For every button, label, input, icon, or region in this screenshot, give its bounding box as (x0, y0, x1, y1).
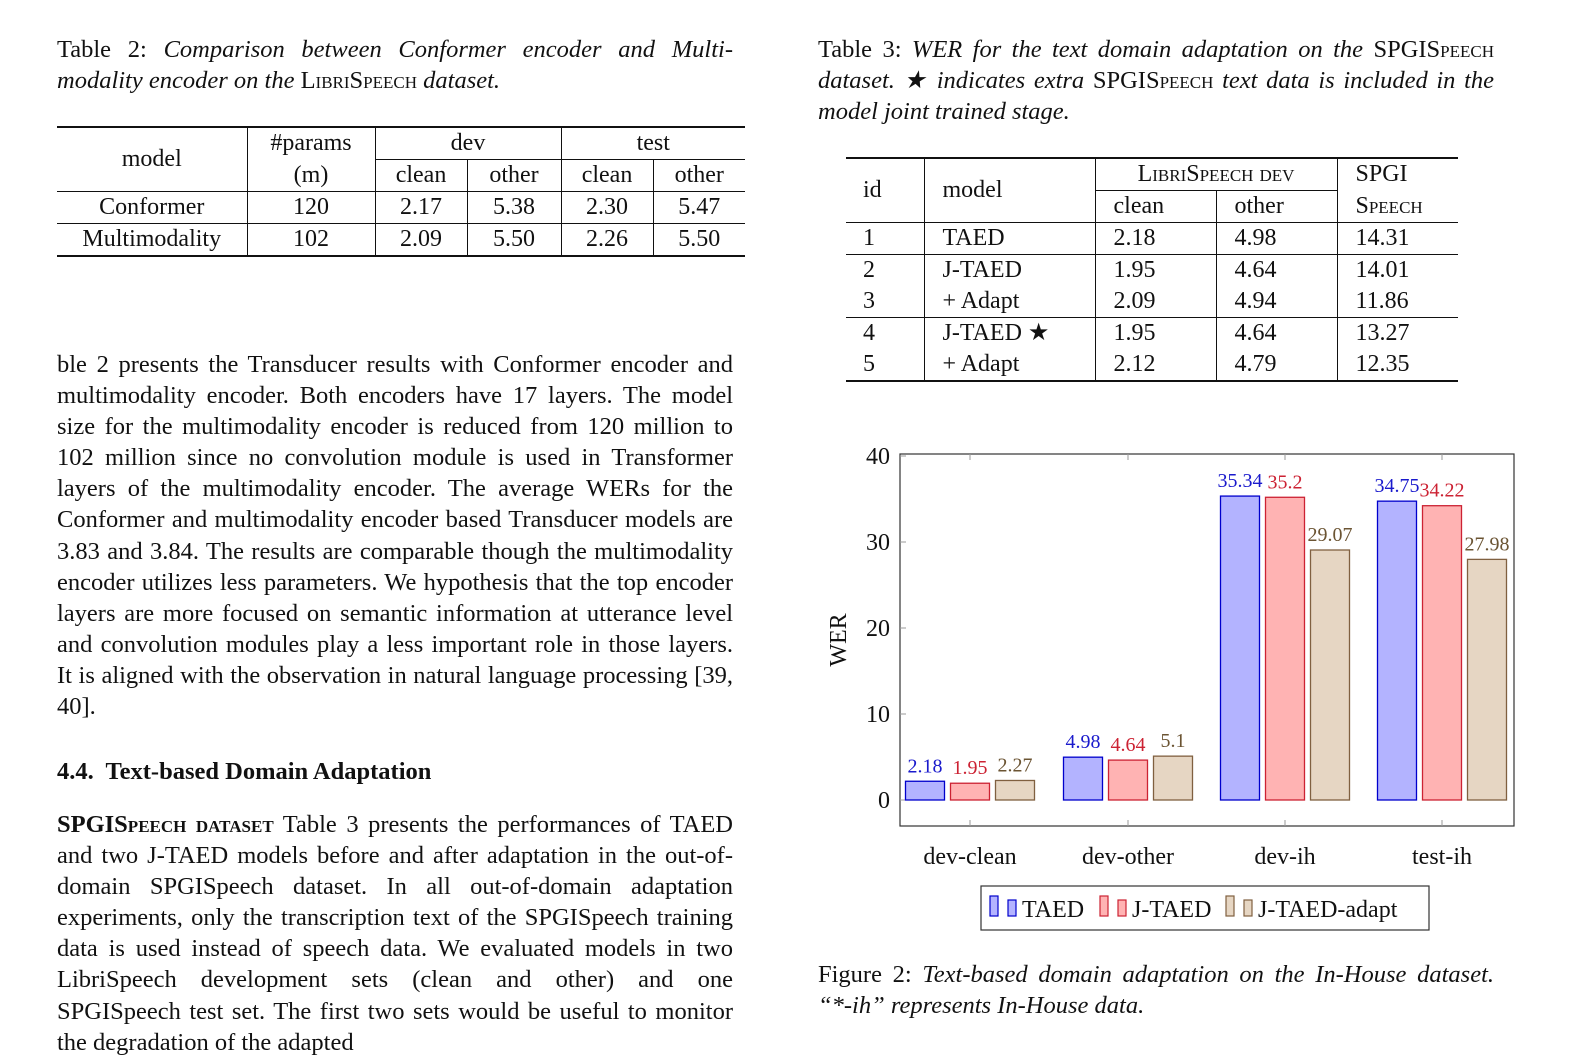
table3-caption-mid: dataset. ★ indicates extra (818, 67, 1085, 94)
table3 (846, 157, 1458, 382)
legend-label: J-TAED-adapt (1258, 897, 1398, 923)
t2-cell: 2.26 (561, 224, 653, 256)
x-tick-label: test-ih (1412, 844, 1472, 870)
t2-cell: 5.50 (678, 226, 721, 252)
data-label: 35.2 (1267, 471, 1303, 494)
t3-head-libri: LibriSpeech dev (1095, 159, 1337, 191)
t3-cell: 4.98 (1216, 223, 1337, 255)
t2-head-test: test (561, 128, 745, 160)
t3-cell: + Adapt (924, 349, 1095, 380)
t3-cell: 4 (846, 318, 924, 350)
t2-head-params: #params (247, 128, 375, 160)
t3-cell: 2 (846, 255, 924, 287)
bar (906, 781, 945, 800)
data-label: 4.64 (1110, 734, 1146, 757)
bar (1423, 506, 1462, 800)
bar (996, 780, 1035, 800)
t2-cell: 2.17 (375, 192, 467, 224)
t3-cell: 1 (846, 223, 924, 255)
t2-cell: 5.38 (467, 192, 561, 224)
table3-caption-dataset2: SPGISpeech (1092, 67, 1214, 94)
paragraph-text: ble 2 presents the Transducer results with Conformer encoder and multimodality encoder. Both encoders have 17 layers. The model size for the multimodality encoder is reduced from 120 million to 102 million since no convolution module is used in Transformer layers of the multimodality encoder. The average WERs for the Conformer and multimodality encoder based Transducer models are 3.83 and 3.84. The results are comparable though the multimodality encoder utilizes less parameters. We hypothesis that the top encoder layers are more focused on semantic information at utterance level and convolution modules play a less important role in those layers. It is aligned with the observation in natural language processing [39, 40]. (57, 351, 733, 721)
table-row (846, 349, 1458, 380)
t3-cell: J-TAED (924, 255, 1095, 287)
data-label: 34.22 (1419, 479, 1465, 502)
table2-caption-text: Comparison between Conformer encoder and Multi-modality encoder on the (57, 36, 733, 94)
y-tick-label: 0 (878, 788, 890, 814)
t2-cell: Conformer (57, 192, 247, 224)
data-label: 35.34 (1217, 470, 1263, 493)
t3-cell: 14.31 (1355, 225, 1410, 251)
bar (1221, 496, 1260, 800)
t3-cell: 4.64 (1216, 318, 1337, 350)
t3-head-id: id (846, 159, 924, 223)
bar (1154, 756, 1193, 800)
t3-cell: 12.35 (1355, 351, 1410, 377)
table-row (57, 192, 745, 224)
legend-swatch (1118, 900, 1126, 916)
t3-cell: 5 (846, 349, 924, 380)
x-tick-label: dev-ih (1254, 844, 1316, 870)
data-label: 1.95 (952, 757, 988, 780)
t3-cell: J-TAED ★ (924, 318, 1095, 350)
t3-head-model: model (924, 159, 1095, 223)
table2-caption (57, 34, 733, 96)
t3-cell: 1.95 (1095, 255, 1216, 287)
t3-cell: 2.12 (1095, 349, 1216, 380)
table3-label: Table 3: (818, 36, 902, 63)
legend-label: TAED (1022, 897, 1085, 923)
bar (1109, 760, 1148, 800)
bar (951, 783, 990, 800)
t3-cell: 4.79 (1216, 349, 1337, 380)
figure2-caption-text: Text-based domain adaptation on the In-House dataset. “*-ih” represents In-House data. (818, 961, 1494, 1019)
t3-head-other: other (1216, 191, 1337, 223)
table3-caption-end: text data is included in the model joint trained stage. (818, 67, 1495, 125)
t3-head-spgi: SPGI (1355, 161, 1408, 188)
table-row (57, 224, 745, 256)
bar (1378, 501, 1417, 800)
figure2-chart (808, 430, 1528, 940)
legend-swatch (1100, 896, 1108, 916)
t2-cell: 2.30 (561, 192, 653, 224)
t2-head-dev-other: other (467, 160, 561, 192)
t2-cell: 120 (247, 192, 375, 224)
section-heading: 4.4. Text-based Domain Adaptation (57, 758, 432, 785)
t3-cell: 2.09 (1095, 286, 1216, 318)
t3-cell: 4.64 (1216, 255, 1337, 287)
t2-head-dev-clean: clean (375, 160, 467, 192)
bar (1064, 757, 1103, 800)
t2-cell: Multimodality (57, 224, 247, 256)
t2-head-model: model (57, 128, 247, 192)
t2-head-test-other: other (674, 162, 724, 188)
t3-head-spgi-2: Speech (1355, 192, 1423, 219)
t3-head-clean: clean (1095, 191, 1216, 223)
figure2-caption (818, 959, 1494, 1021)
legend-swatch (990, 896, 998, 916)
t3-cell: 14.01 (1355, 257, 1410, 283)
table-row (846, 286, 1458, 318)
t2-head-test-clean: clean (561, 160, 653, 192)
body-paragraph-2 (57, 809, 733, 1056)
t2-cell: 5.50 (467, 224, 561, 256)
t3-cell: 4.94 (1216, 286, 1337, 318)
t2-head-params-unit: (m) (247, 160, 375, 192)
t3-cell: TAED (924, 223, 1095, 255)
legend-swatch (1008, 900, 1016, 916)
paragraph-lead: SPGISpeech dataset (57, 811, 274, 838)
t3-cell: 13.27 (1355, 320, 1410, 346)
bar (1311, 550, 1350, 800)
x-tick-label: dev-other (1082, 844, 1174, 870)
y-axis-label: WER (826, 613, 852, 667)
table3-caption-text: WER for the text domain adaptation on the (911, 36, 1364, 63)
bar (1266, 497, 1305, 800)
data-label: 4.98 (1065, 731, 1101, 754)
table3-caption (818, 34, 1494, 127)
t2-cell: 5.47 (678, 194, 721, 220)
data-label: 29.07 (1307, 523, 1353, 546)
legend-swatch (1244, 900, 1252, 916)
data-label: 34.75 (1374, 475, 1420, 498)
table3-caption-dataset: SPGISpeech (1373, 36, 1495, 63)
figure2-label: Figure 2: (818, 961, 912, 988)
t2-cell: 2.09 (375, 224, 467, 256)
body-paragraph-1 (57, 349, 733, 722)
table2-caption-end: dataset. (423, 67, 501, 94)
t3-cell: + Adapt (924, 286, 1095, 318)
paragraph-text: Table 3 presents the performances of TAED and two J-TAED models before and after adaptation in the out-of-domain SPGISpeech dataset. In all out-of-domain adaptation experiments, only the transcription text of the SPGISpeech training data is used instead of speech data. We evaluated models in two LibriSpeech development sets (clean and other) and one SPGISpeech test set. The first two sets would be useful to monitor the degradation of the adapted (57, 811, 733, 1056)
legend-label: J-TAED (1132, 897, 1212, 923)
t3-cell: 11.86 (1355, 288, 1409, 314)
data-label: 27.98 (1464, 533, 1510, 556)
data-label: 2.18 (907, 755, 943, 778)
t3-cell: 2.18 (1095, 223, 1216, 255)
x-tick-label: dev-clean (923, 844, 1017, 870)
table-row (846, 318, 1458, 350)
data-label: 5.1 (1160, 730, 1186, 753)
t2-cell: 102 (247, 224, 375, 256)
y-tick-label: 10 (866, 702, 890, 728)
y-tick-label: 40 (866, 444, 890, 470)
y-tick-label: 30 (866, 530, 890, 556)
bar (1468, 559, 1507, 800)
table2-label: Table 2: (57, 36, 147, 63)
table-row (846, 223, 1458, 255)
data-label: 2.27 (997, 754, 1033, 777)
table2-caption-dataset: LibriSpeech (300, 67, 418, 94)
y-tick-label: 20 (866, 616, 890, 642)
t3-cell: 1.95 (1095, 318, 1216, 350)
legend-swatch (1226, 896, 1234, 916)
table2 (57, 126, 745, 257)
table-row (846, 255, 1458, 287)
t2-head-dev: dev (375, 128, 561, 160)
t3-cell: 3 (846, 286, 924, 318)
